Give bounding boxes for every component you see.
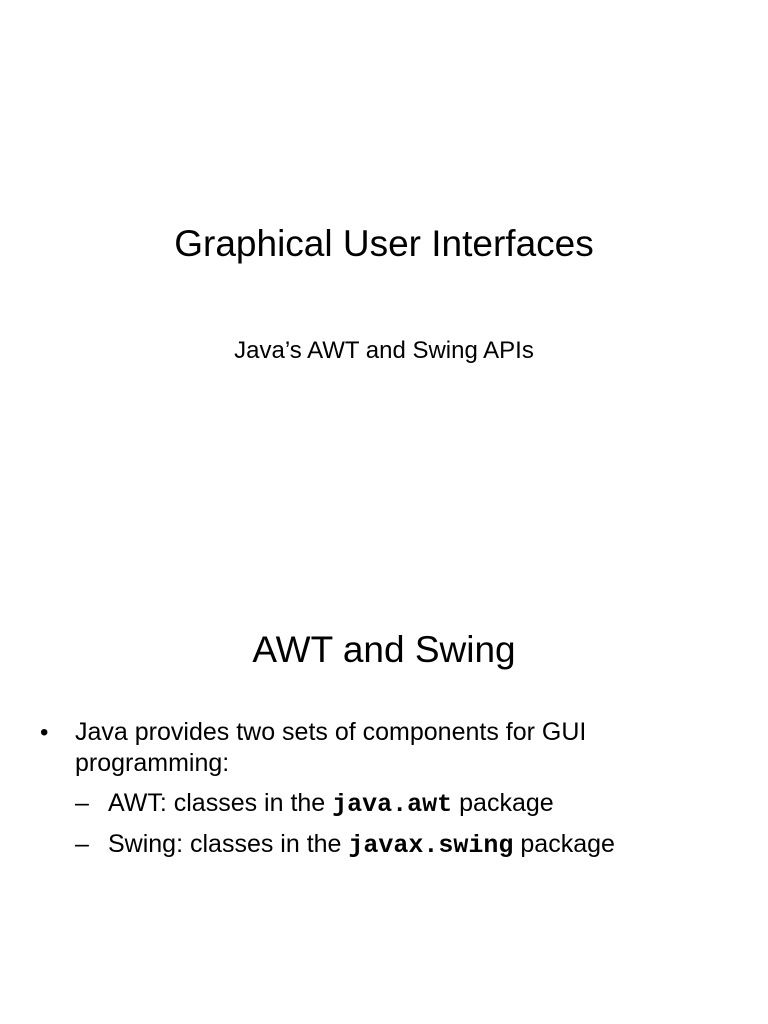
bullet-text: Java provides two sets of components for GUI programming: <box>75 718 587 777</box>
slide-title: AWT and Swing <box>252 629 516 670</box>
sub-bullet-text <box>108 788 720 820</box>
dash-icon: – <box>75 830 89 858</box>
sub-bullet-item <box>75 788 720 820</box>
dash-icon: – <box>75 789 89 817</box>
bullet-list <box>40 717 720 870</box>
bullet-item <box>40 717 720 779</box>
sub-bullet-prefix: AWT: classes in the <box>108 789 333 817</box>
package-name: javax.swing <box>348 831 514 860</box>
bullet-icon: • <box>40 719 49 746</box>
sub-bullet-prefix: Swing: classes in the <box>108 830 349 858</box>
sub-bullet-item <box>75 829 720 861</box>
sub-bullet-list <box>75 788 720 861</box>
sub-bullet-text <box>108 829 720 861</box>
slide-subtitle: Java’s AWT and Swing APIs <box>234 337 534 364</box>
sub-bullet-suffix: package <box>452 789 554 817</box>
slide-title: Graphical User Interfaces <box>174 223 594 264</box>
package-name: java.awt <box>332 790 453 819</box>
sub-bullet-suffix: package <box>513 830 615 858</box>
